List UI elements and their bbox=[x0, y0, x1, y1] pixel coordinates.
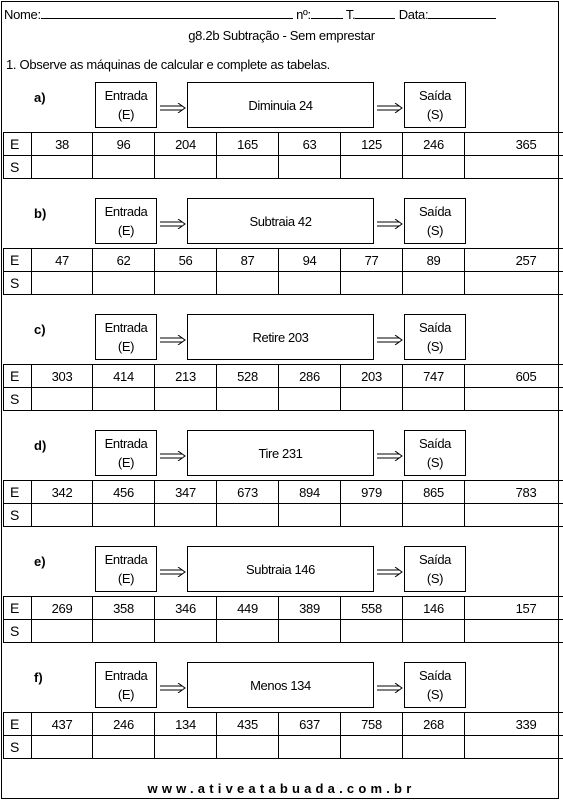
row-label-output: S bbox=[4, 388, 32, 411]
answer-cell[interactable] bbox=[155, 156, 217, 179]
answer-cell[interactable] bbox=[155, 736, 217, 759]
answer-cell[interactable] bbox=[403, 620, 465, 643]
exercise-label: b) bbox=[34, 206, 47, 221]
output-row bbox=[4, 156, 563, 179]
row-label-output: S bbox=[4, 156, 32, 179]
answer-cell[interactable] bbox=[217, 156, 279, 179]
answer-cell[interactable] bbox=[341, 736, 403, 759]
input-cell: 747 bbox=[403, 365, 465, 388]
answer-cell[interactable] bbox=[93, 620, 155, 643]
input-cell: 414 bbox=[93, 365, 155, 388]
input-cell: 435 bbox=[217, 713, 279, 736]
io-table bbox=[3, 364, 563, 411]
entrada-label: Entrada bbox=[104, 320, 148, 335]
input-row bbox=[4, 133, 563, 156]
io-table bbox=[3, 712, 563, 759]
input-box bbox=[95, 82, 157, 128]
input-cell: 456 bbox=[93, 481, 155, 504]
arrow-icon bbox=[160, 100, 186, 110]
operation-box bbox=[187, 430, 374, 476]
arrow-icon bbox=[160, 332, 186, 342]
answer-cell[interactable] bbox=[93, 272, 155, 295]
saida-symbol: (S) bbox=[426, 339, 444, 354]
answer-cell[interactable] bbox=[217, 620, 279, 643]
entrada-symbol: (E) bbox=[117, 339, 135, 354]
input-row bbox=[4, 713, 563, 736]
input-cell: 637 bbox=[279, 713, 341, 736]
input-cell: 783 bbox=[465, 481, 563, 504]
saida-label: Saída bbox=[419, 88, 451, 103]
entrada-symbol: (E) bbox=[117, 571, 135, 586]
answer-cell[interactable] bbox=[465, 272, 563, 295]
answer-cell[interactable] bbox=[465, 504, 563, 527]
answer-cell[interactable] bbox=[279, 620, 341, 643]
answer-cell[interactable] bbox=[93, 504, 155, 527]
answer-cell[interactable] bbox=[279, 388, 341, 411]
answer-cell[interactable] bbox=[32, 504, 93, 527]
output-row bbox=[4, 388, 563, 411]
input-cell: 303 bbox=[32, 365, 93, 388]
input-cell: 246 bbox=[403, 133, 465, 156]
answer-cell[interactable] bbox=[93, 388, 155, 411]
entrada-symbol: (E) bbox=[117, 223, 135, 238]
answer-cell[interactable] bbox=[155, 388, 217, 411]
answer-cell[interactable] bbox=[341, 272, 403, 295]
answer-cell[interactable] bbox=[403, 156, 465, 179]
output-row bbox=[4, 272, 563, 295]
input-cell: 365 bbox=[465, 133, 563, 156]
input-cell: 157 bbox=[465, 597, 563, 620]
input-cell: 203 bbox=[341, 365, 403, 388]
answer-cell[interactable] bbox=[341, 620, 403, 643]
operation-text: Tire 231 bbox=[258, 445, 303, 461]
output-row bbox=[4, 620, 563, 643]
input-cell: 56 bbox=[155, 249, 217, 272]
answer-cell[interactable] bbox=[217, 272, 279, 295]
input-cell: 558 bbox=[341, 597, 403, 620]
answer-cell[interactable] bbox=[217, 504, 279, 527]
answer-cell[interactable] bbox=[32, 736, 93, 759]
answer-cell[interactable] bbox=[217, 736, 279, 759]
operation-text: Retire 203 bbox=[252, 329, 309, 345]
answer-cell[interactable] bbox=[32, 156, 93, 179]
arrow-icon bbox=[377, 216, 403, 226]
operation-text: Menos 134 bbox=[250, 677, 311, 693]
input-cell: 77 bbox=[341, 249, 403, 272]
output-box bbox=[404, 198, 466, 244]
answer-cell[interactable] bbox=[32, 620, 93, 643]
operation-text: Subtraia 42 bbox=[249, 213, 312, 229]
input-cell: 246 bbox=[93, 713, 155, 736]
input-cell: 346 bbox=[155, 597, 217, 620]
entrada-symbol: (E) bbox=[117, 107, 135, 122]
answer-cell[interactable] bbox=[155, 620, 217, 643]
input-row bbox=[4, 597, 563, 620]
arrow-icon bbox=[377, 100, 403, 110]
exercise-label: e) bbox=[34, 554, 46, 569]
output-box bbox=[404, 314, 466, 360]
answer-cell[interactable] bbox=[341, 156, 403, 179]
exercise-label: f) bbox=[34, 670, 43, 685]
answer-cell[interactable] bbox=[155, 504, 217, 527]
input-cell: 673 bbox=[217, 481, 279, 504]
io-table bbox=[3, 596, 563, 643]
name-label: Nome: bbox=[4, 7, 41, 22]
input-cell: 213 bbox=[155, 365, 217, 388]
answer-cell[interactable] bbox=[93, 156, 155, 179]
input-row bbox=[4, 481, 563, 504]
operation-text: Subtraia 146 bbox=[246, 561, 315, 577]
instruction-text: 1. Observe as máquinas de calcular e complete as tabelas. bbox=[6, 57, 330, 72]
input-cell: 38 bbox=[32, 133, 93, 156]
saida-symbol: (S) bbox=[426, 687, 444, 702]
saida-symbol: (S) bbox=[426, 223, 444, 238]
row-label-input: E bbox=[4, 481, 32, 504]
input-cell: 342 bbox=[32, 481, 93, 504]
name-field[interactable] bbox=[41, 6, 293, 19]
entrada-label: Entrada bbox=[104, 88, 148, 103]
operation-text: Diminuia 24 bbox=[248, 97, 313, 113]
arrow-icon bbox=[160, 564, 186, 574]
operation-box bbox=[187, 198, 374, 244]
class-label: T. bbox=[345, 7, 356, 22]
answer-cell[interactable] bbox=[403, 272, 465, 295]
input-box bbox=[95, 198, 157, 244]
operation-box bbox=[187, 546, 374, 592]
input-cell: 268 bbox=[403, 713, 465, 736]
class-field[interactable] bbox=[355, 6, 395, 19]
input-cell: 286 bbox=[279, 365, 341, 388]
worksheet-title: g8.2b Subtração - Sem emprestar bbox=[188, 28, 375, 43]
answer-cell[interactable] bbox=[465, 156, 563, 179]
input-cell: 125 bbox=[341, 133, 403, 156]
input-cell: 358 bbox=[93, 597, 155, 620]
input-cell: 204 bbox=[155, 133, 217, 156]
row-label-input: E bbox=[4, 365, 32, 388]
input-box bbox=[95, 546, 157, 592]
arrow-icon bbox=[160, 448, 186, 458]
exercise-label: c) bbox=[34, 322, 46, 337]
answer-cell[interactable] bbox=[341, 388, 403, 411]
answer-cell[interactable] bbox=[403, 388, 465, 411]
input-cell: 339 bbox=[465, 713, 563, 736]
input-cell: 146 bbox=[403, 597, 465, 620]
entrada-label: Entrada bbox=[104, 204, 148, 219]
output-row bbox=[4, 504, 563, 527]
input-cell: 449 bbox=[217, 597, 279, 620]
input-row bbox=[4, 365, 563, 388]
input-box bbox=[95, 314, 157, 360]
answer-cell[interactable] bbox=[32, 388, 93, 411]
input-cell: 758 bbox=[341, 713, 403, 736]
exercise-label: a) bbox=[34, 90, 46, 105]
number-label: nº: bbox=[296, 7, 311, 22]
operation-box bbox=[187, 662, 374, 708]
output-box bbox=[404, 662, 466, 708]
input-cell: 94 bbox=[279, 249, 341, 272]
input-cell: 165 bbox=[217, 133, 279, 156]
row-label-input: E bbox=[4, 713, 32, 736]
entrada-label: Entrada bbox=[104, 552, 148, 567]
saida-symbol: (S) bbox=[426, 571, 444, 586]
saida-label: Saída bbox=[419, 204, 451, 219]
arrow-icon bbox=[377, 680, 403, 690]
io-table bbox=[3, 132, 563, 179]
saida-symbol: (S) bbox=[426, 455, 444, 470]
operation-box bbox=[187, 314, 374, 360]
arrow-icon bbox=[160, 680, 186, 690]
operation-box bbox=[187, 82, 374, 128]
arrow-icon bbox=[377, 332, 403, 342]
input-cell: 389 bbox=[279, 597, 341, 620]
input-cell: 979 bbox=[341, 481, 403, 504]
exercise-label: d) bbox=[34, 438, 47, 453]
row-label-input: E bbox=[4, 597, 32, 620]
input-cell: 347 bbox=[155, 481, 217, 504]
input-cell: 87 bbox=[217, 249, 279, 272]
input-cell: 257 bbox=[465, 249, 563, 272]
answer-cell[interactable] bbox=[279, 504, 341, 527]
answer-cell[interactable] bbox=[279, 272, 341, 295]
input-row bbox=[4, 249, 563, 272]
entrada-label: Entrada bbox=[104, 436, 148, 451]
input-cell: 865 bbox=[403, 481, 465, 504]
entrada-symbol: (E) bbox=[117, 455, 135, 470]
answer-cell[interactable] bbox=[341, 504, 403, 527]
row-label-output: S bbox=[4, 620, 32, 643]
input-cell: 437 bbox=[32, 713, 93, 736]
output-box bbox=[404, 546, 466, 592]
answer-cell[interactable] bbox=[93, 736, 155, 759]
saida-label: Saída bbox=[419, 436, 451, 451]
answer-cell[interactable] bbox=[217, 388, 279, 411]
answer-cell[interactable] bbox=[279, 736, 341, 759]
input-cell: 528 bbox=[217, 365, 279, 388]
answer-cell[interactable] bbox=[465, 736, 563, 759]
footer-url: www.ativeatabuada.com.br bbox=[147, 781, 416, 796]
answer-cell[interactable] bbox=[403, 504, 465, 527]
output-row bbox=[4, 736, 563, 759]
answer-cell[interactable] bbox=[279, 156, 341, 179]
input-cell: 89 bbox=[403, 249, 465, 272]
row-label-output: S bbox=[4, 736, 32, 759]
input-box bbox=[95, 430, 157, 476]
output-box bbox=[404, 82, 466, 128]
input-box bbox=[95, 662, 157, 708]
arrow-icon bbox=[160, 216, 186, 226]
entrada-label: Entrada bbox=[104, 668, 148, 683]
arrow-icon bbox=[377, 564, 403, 574]
date-label: Data: bbox=[398, 7, 429, 22]
number-field[interactable] bbox=[311, 6, 343, 19]
arrow-icon bbox=[377, 448, 403, 458]
input-cell: 96 bbox=[93, 133, 155, 156]
input-cell: 62 bbox=[93, 249, 155, 272]
io-table bbox=[3, 480, 563, 527]
row-label-output: S bbox=[4, 504, 32, 527]
answer-cell[interactable] bbox=[155, 272, 217, 295]
answer-cell[interactable] bbox=[403, 736, 465, 759]
input-cell: 63 bbox=[279, 133, 341, 156]
saida-symbol: (S) bbox=[426, 107, 444, 122]
saida-label: Saída bbox=[419, 668, 451, 683]
output-box bbox=[404, 430, 466, 476]
date-field[interactable] bbox=[428, 6, 496, 19]
answer-cell[interactable] bbox=[465, 620, 563, 643]
answer-cell[interactable] bbox=[465, 388, 563, 411]
entrada-symbol: (E) bbox=[117, 687, 135, 702]
input-cell: 47 bbox=[32, 249, 93, 272]
row-label-input: E bbox=[4, 249, 32, 272]
input-cell: 269 bbox=[32, 597, 93, 620]
student-header bbox=[4, 6, 496, 22]
row-label-input: E bbox=[4, 133, 32, 156]
input-cell: 894 bbox=[279, 481, 341, 504]
answer-cell[interactable] bbox=[32, 272, 93, 295]
saida-label: Saída bbox=[419, 552, 451, 567]
input-cell: 605 bbox=[465, 365, 563, 388]
row-label-output: S bbox=[4, 272, 32, 295]
saida-label: Saída bbox=[419, 320, 451, 335]
input-cell: 134 bbox=[155, 713, 217, 736]
io-table bbox=[3, 248, 563, 295]
